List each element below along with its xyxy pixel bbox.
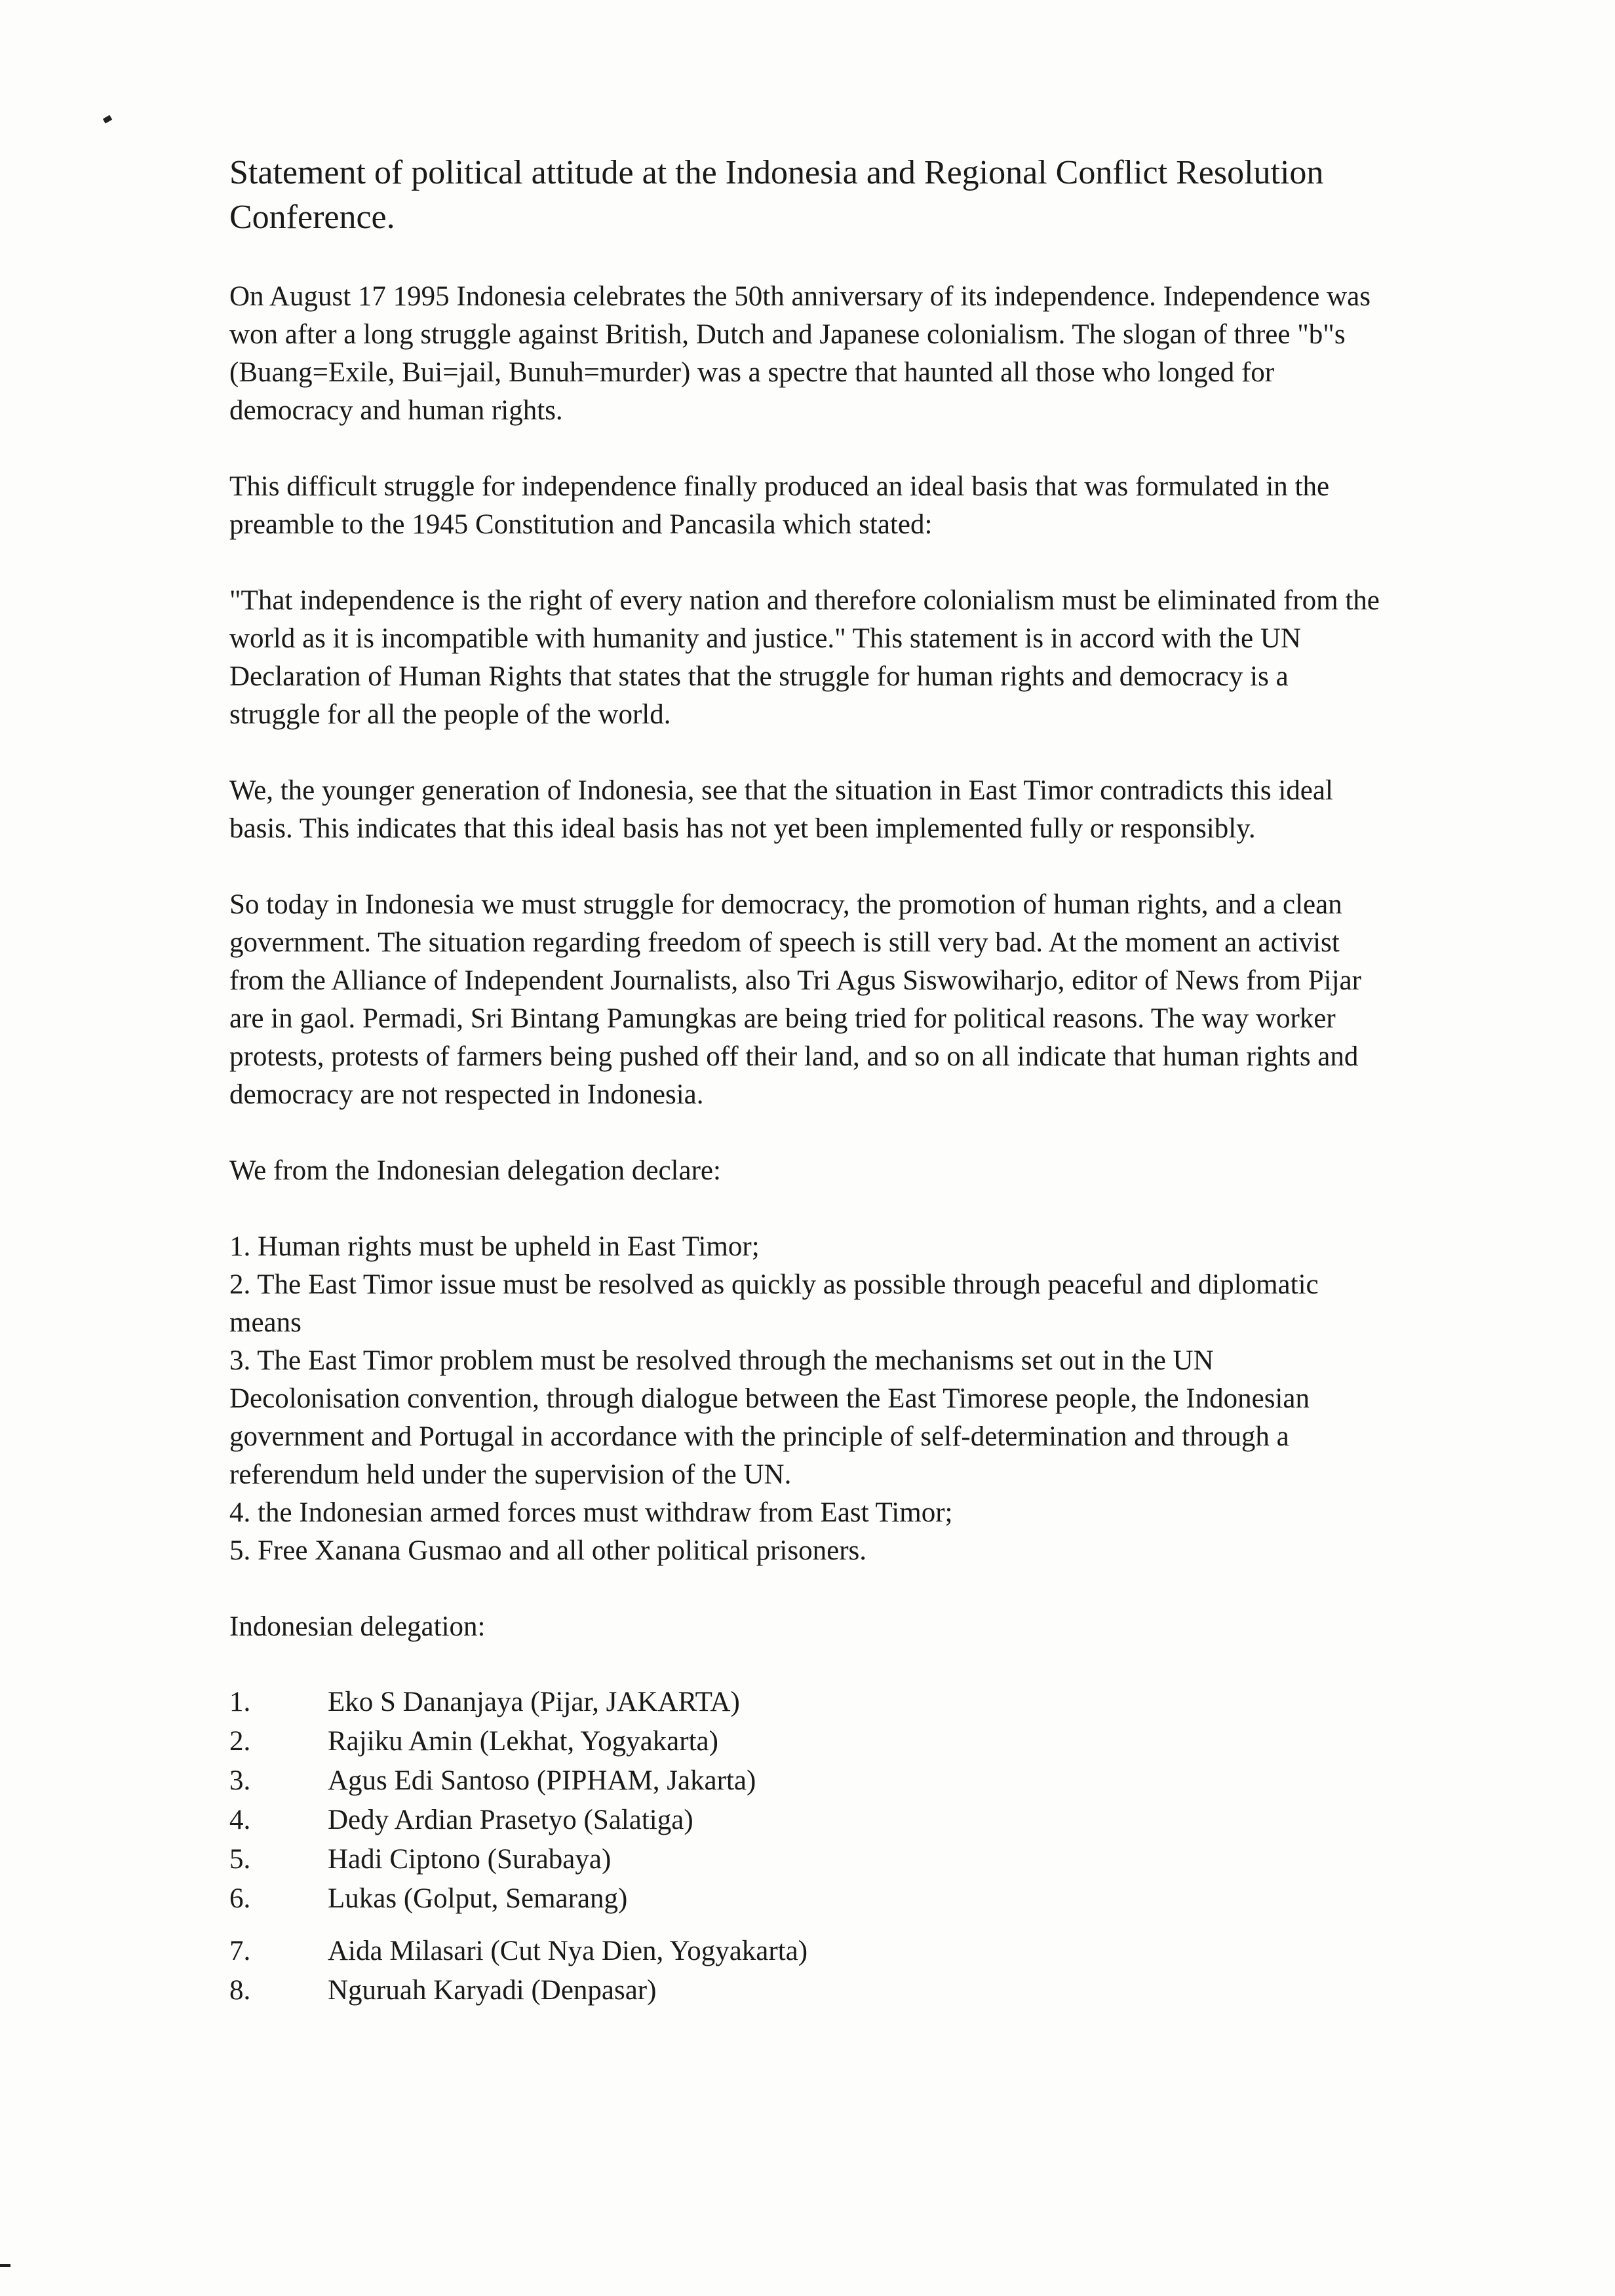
delegation-heading: Indonesian delegation: [229,1611,486,1642]
declarations-list [229,1228,1383,1570]
delegate-number: 3. [229,1765,251,1796]
delegate-name: Nguruah Karyadi (Denpasar) [328,1975,657,2006]
delegate-row [229,1879,1383,1919]
delegate-number: 8. [229,1975,251,2006]
delegate-number: 1. [229,1687,251,1717]
delegate-row [229,1932,1383,1971]
declaration-item: 4. the Indonesian armed forces must withdraw from East Timor; [229,1497,953,1528]
declaration-item: 2. The East Timor issue must be resolved as quickly as possible through peaceful and diplomatic means [229,1269,1319,1338]
delegate-name: Hadi Ciptono (Surabaya) [328,1844,612,1875]
declaration-item: 5. Free Xanana Gusmao and all other political prisoners. [229,1535,866,1566]
delegate-row [229,1722,1383,1761]
delegate-name: Eko S Dananjaya (Pijar, JAKARTA) [328,1687,740,1717]
delegate-row [229,1801,1383,1840]
paragraph-younger-generation: We, the younger generation of Indonesia, see that the situation in East Timor contradicts this ideal basis. This indicates that this ideal basis has not yet been implemented fully or responsibly. [229,775,1333,844]
paragraph-declare-intro: We from the Indonesian delegation declare: [229,1155,721,1186]
paragraph-ideal-basis: This difficult struggle for independence finally produced an ideal basis that was formulated in the preamble to the 1945 Constitution and Pancasila which stated: [229,471,1330,540]
delegate-name: Agus Edi Santoso (PIPHAM, Jakarta) [328,1765,756,1796]
delegate-row [229,1971,1383,2010]
delegate-name: Dedy Ardian Prasetyo (Salatiga) [328,1805,693,1835]
document-body [229,151,1383,2010]
paragraph-independence: On August 17 1995 Indonesia celebrates the 50th anniversary of its independence. Independence was won after a long struggle against British, Dutch and Japanese colonialism. The slogan of three "b"s (Buang=Exile, Bui=jail, Bunuh=murder) was a spectre that haunted all those who longed for democracy and human rights. [229,281,1371,426]
delegate-number: 2. [229,1726,251,1757]
scan-edge-mark [0,2264,10,2267]
delegate-row [229,1761,1383,1801]
paragraph-struggle-today: So today in Indonesia we must struggle for democracy, the promotion of human rights, and a clean government. The situation regarding freedom of speech is still very bad. At the moment an activist from the Alliance of Independent Journalists, also Tri Agus Siswowiharjo, editor of News from Pijar are in gaol. Permadi, Sri Bintang Pamungkas are being tried for political reasons. The way worker protests, protests of farmers being pushed off their land, and so on all indicate that human rights and democracy are not respected in Indonesia. [229,889,1361,1110]
delegate-number: 4. [229,1805,251,1835]
declaration-item: 1. Human rights must be upheld in East Timor; [229,1231,760,1262]
delegate-number: 5. [229,1844,251,1875]
delegation-list [229,1683,1383,2010]
declaration-item: 3. The East Timor problem must be resolved through the mechanisms set out in the UN Decolonisation convention, through dialogue between the East Timorese people, the Indonesian government and Portugal in accordance with the principle of self-determination and through a referendum held under the supervision of the UN. [229,1345,1310,1490]
paragraph-quote: "That independence is the right of every nation and therefore colonialism must be eliminated from the world as it is incompatible with humanity and justice." This statement is in accord with the UN Declaration of Human Rights that states that the struggle for human rights and democracy is a struggle for all the people of the world. [229,585,1380,730]
scan-speck [103,115,112,124]
delegate-number: 7. [229,1936,251,1966]
delegate-number: 6. [229,1883,251,1914]
delegate-row [229,1840,1383,1879]
delegate-row [229,1683,1383,1722]
delegate-name: Rajiku Amin (Lekhat, Yogyakarta) [328,1726,718,1757]
delegate-name: Lukas (Golput, Semarang) [328,1883,628,1914]
delegate-name: Aida Milasari (Cut Nya Dien, Yogyakarta) [328,1936,808,1966]
document-title: Statement of political attitude at the Indonesia and Regional Conflict Resolution Conference. [229,154,1324,236]
